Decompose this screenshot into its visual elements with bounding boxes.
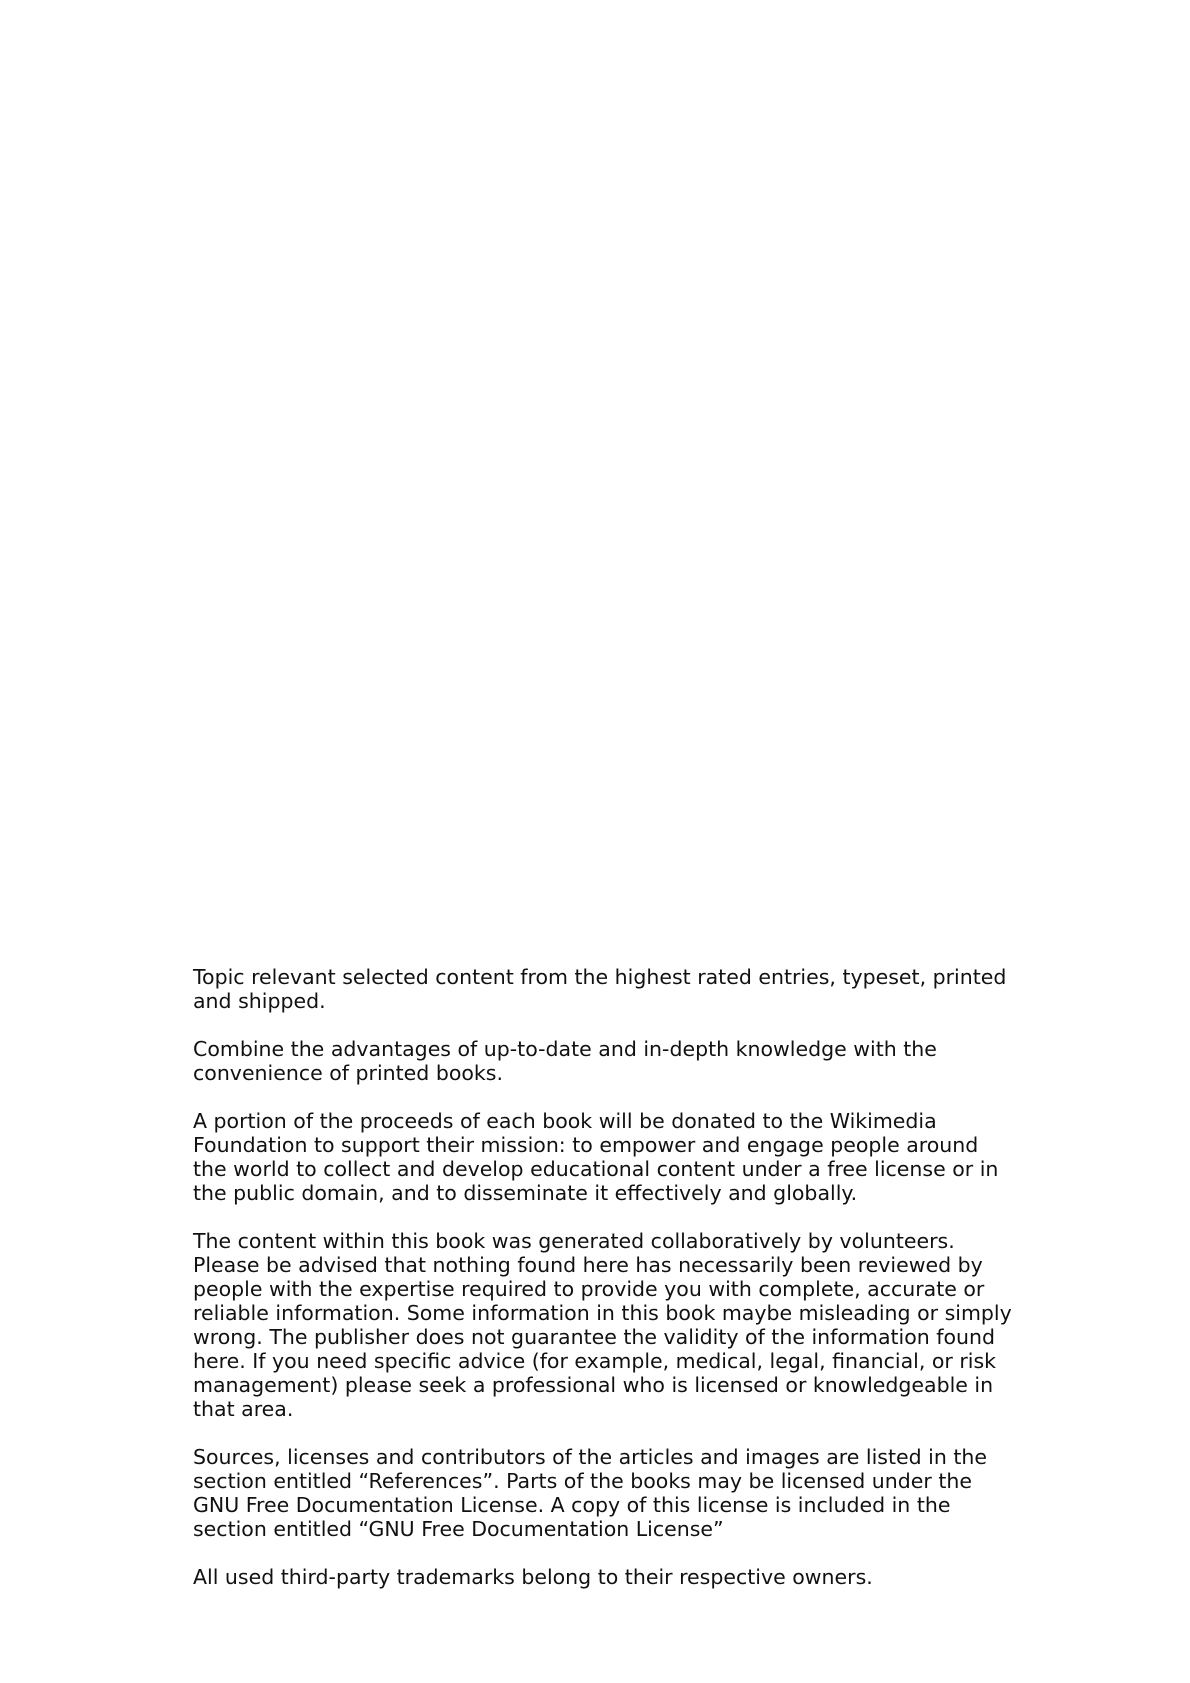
colophon-text bbox=[193, 965, 1023, 1589]
paragraph-content-selection: Topic relevant selected content from the highest rated entries, typeset, printed and shipped. bbox=[193, 965, 1007, 1013]
paragraph-sources-licenses: Sources, licenses and contributors of the articles and images are listed in the section entitled “References”. Parts of the books may be licensed under the GNU Free Documentation License. A copy of this license is included in the section entitled “GNU Free Documentation License” bbox=[193, 1445, 987, 1541]
paragraph-wikimedia-donation: A portion of the proceeds of each book will be donated to the Wikimedia Foundation to support their mission: to empower and engage people around the world to collect and develop educational content under a free license or in the public domain, and to disseminate it effectively and globally. bbox=[193, 1109, 999, 1205]
paragraph-advantages: Combine the advantages of up-to-date and in-depth knowledge with the convenience of printed books. bbox=[193, 1037, 937, 1085]
paragraph-disclaimer: The content within this book was generated collaboratively by volunteers. Please be advised that nothing found here has necessarily been reviewed by people with the expertise required to provide you with complete, accurate or reliable information. Some information in this book maybe misleading or simply wrong. The publisher does not guarantee the validity of the information found here. If you need specific advice (for example, medical, legal, financial, or risk management) please seek a professional who is licensed or knowledgeable in that area. bbox=[193, 1229, 1012, 1421]
paragraph-trademarks: All used third-party trademarks belong to their respective owners. bbox=[193, 1565, 873, 1589]
